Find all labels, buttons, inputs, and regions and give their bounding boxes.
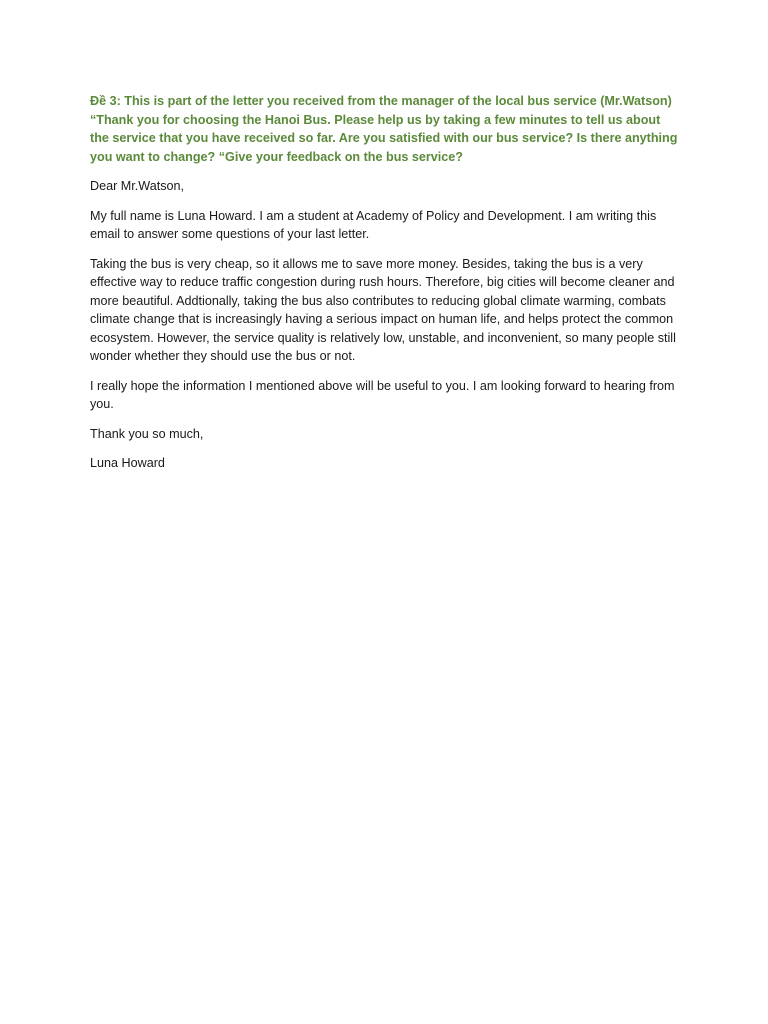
prompt-quote: “Thank you for choosing the Hanoi Bus. Please help us by taking a few minutes to tell us about the service that you have received so far. Are you satisfied with our bus service? Is there anything you want to change? “Give your feedback on the bus service? <box>90 112 678 164</box>
letter-greeting: Dear Mr.Watson, <box>90 179 185 193</box>
letter-signature: Luna Howard <box>90 456 165 470</box>
document-page <box>90 92 680 484</box>
letter-body-paragraph: Taking the bus is very cheap, so it allows me to save more money. Besides, taking the bus is a very effective way to reduce traffic congestion during rush hours. Therefore, big cities will become cleaner and more beautiful. Addtionally, taking the bus also contributes to reducing global climate warming, combats climate change that is increasingly having a serious impact on human life, and helps protect the common ecosystem. However, the service quality is relatively low, unstable, and inconvenient, so many people still wonder whether they should use the bus or not. <box>90 256 676 363</box>
letter-intro-paragraph: My full name is Luna Howard. I am a student at Academy of Policy and Development. I am writing this email to answer some questions of your last letter. <box>90 208 657 241</box>
letter-sign-off: Thank you so much, <box>90 426 204 441</box>
prompt-heading: Đề 3: This is part of the letter you received from the manager of the local bus service (Mr.Watson) <box>90 94 672 108</box>
letter-closing-paragraph: I really hope the information I mentioned above will be useful to you. I am looking forward to hearing from you. <box>90 378 675 411</box>
writing-prompt <box>90 92 680 166</box>
